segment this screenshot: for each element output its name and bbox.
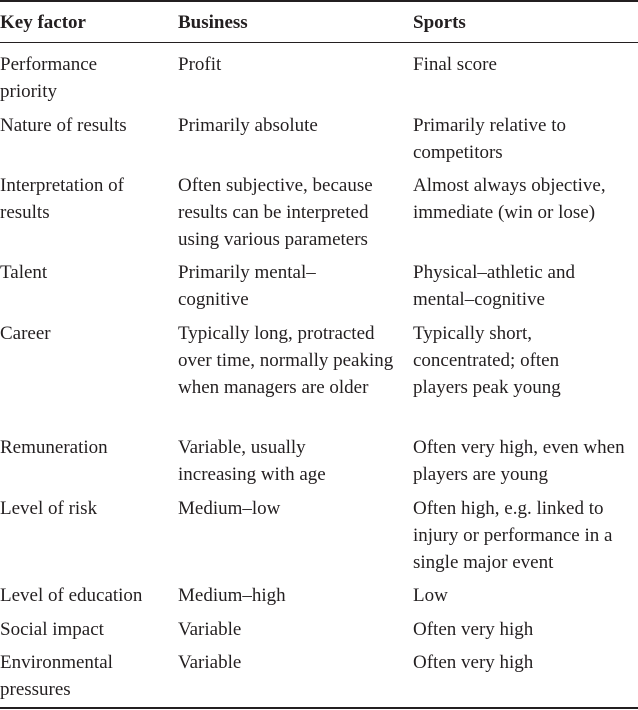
cell-sports: Typically short, concentrated; often players peak young [413, 323, 561, 398]
cell-business: Variable [178, 652, 242, 673]
cell-business: Typically long, protracted over time, normally peaking when managers are older [178, 323, 394, 398]
top-rule [0, 0, 638, 2]
table-header [0, 9, 638, 39]
cell-business: Primarily absolute [178, 115, 318, 136]
cell-sports: Often very high [413, 652, 534, 673]
cell-sports: Low [413, 585, 448, 606]
cell-sports: Final score [413, 54, 497, 75]
cell-business: Often subjective, because results can be interpreted using various parameters [178, 175, 373, 250]
cell-sports: Primarily relative to competitors [413, 115, 567, 163]
header-business: Business [178, 12, 248, 33]
cell-factor: Social impact [0, 619, 104, 640]
bottom-rule [0, 707, 638, 709]
cell-business: Variable, usually increasing with age [178, 437, 326, 485]
cell-sports: Often very high, even when players are young [413, 437, 625, 485]
cell-factor: Level of education [0, 585, 143, 606]
cell-sports: Physical–athletic and mental–cognitive [413, 262, 575, 310]
cell-factor: Performance priority [0, 54, 98, 102]
cell-factor: Nature of results [0, 115, 127, 136]
cell-sports: Almost always objective, immediate (win or lose) [413, 175, 606, 223]
cell-factor: Level of risk [0, 498, 98, 519]
cell-sports: Often very high [413, 619, 534, 640]
header-rule [0, 42, 638, 43]
cell-factor: Remuneration [0, 437, 108, 458]
cell-factor: Talent [0, 262, 48, 283]
cell-business: Medium–high [178, 585, 286, 606]
cell-sports: Often high, e.g. linked to injury or performance in a single major event [413, 498, 613, 573]
header-key-factor: Key factor [0, 12, 86, 33]
cell-business: Primarily mental–cognitive [178, 262, 316, 310]
cell-business: Medium–low [178, 498, 281, 519]
cell-factor: Interpretation of results [0, 175, 124, 223]
cell-factor: Career [0, 323, 51, 344]
cell-business: Profit [178, 54, 222, 75]
cell-factor: Environmental pressures [0, 652, 113, 700]
header-sports: Sports [413, 12, 466, 33]
cell-business: Variable [178, 619, 242, 640]
